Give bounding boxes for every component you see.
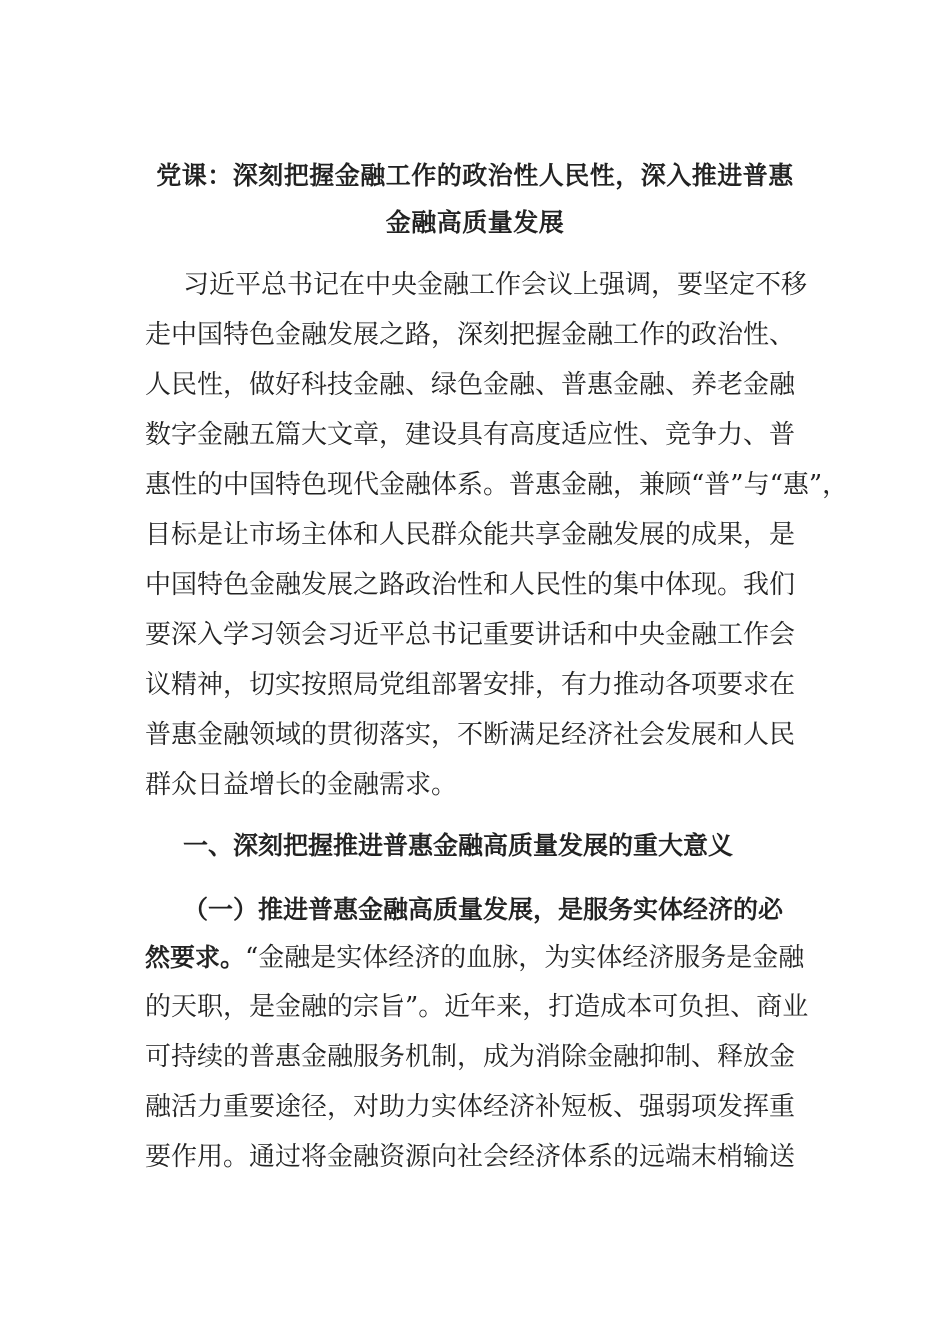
- intro-line: 中国特色金融发展之路政治性和人民性的集中体现。我们: [145, 570, 796, 600]
- intro-line: 群众日益增长的金融需求。: [145, 770, 458, 800]
- intro-line: 惠性的中国特色现代金融体系。普惠金融，兼顾“普”与“惠”，: [145, 470, 849, 500]
- subsection-1-bold-text-end: 然要求。: [145, 943, 246, 972]
- intro-line: 数字金融五篇大文章，建设具有高度适应性、竞争力、普: [145, 420, 796, 450]
- document-title-line-1: 党课：深刻把握金融工作的政治性人民性，深入推进普惠: [156, 161, 794, 190]
- subsection-1-line-2: [145, 941, 804, 975]
- body-line: 要作用。通过将金融资源向社会经济体系的远端末梢输送: [145, 1142, 796, 1172]
- intro-line: 普惠金融领域的贯彻落实，不断满足经济社会发展和人民: [145, 720, 796, 750]
- intro-line: 走中国特色金融发展之路，深刻把握金融工作的政治性、: [145, 320, 796, 350]
- intro-line: 目标是让市场主体和人民群众能共享金融发展的成果，是: [145, 520, 796, 550]
- intro-line: 人民性，做好科技金融、绿色金融、普惠金融、养老金融: [145, 370, 796, 400]
- body-line: 融活力重要途径，对助力实体经济补短板、强弱项发挥重: [145, 1092, 796, 1122]
- intro-line: 习近平总书记在中央金融工作会议上强调，要坚定不移: [183, 270, 808, 300]
- body-line: 的天职，是金融的宗旨”。近年来，打造成本可负担、商业: [145, 992, 809, 1022]
- section-1-heading: 一、深刻把握推进普惠金融高质量发展的重大意义: [183, 831, 734, 860]
- subsection-1-bold-text: （一）推进普惠金融高质量发展，是服务实体经济的必: [183, 895, 784, 924]
- body-line: 可持续的普惠金融服务机制，成为消除金融抑制、释放金: [145, 1042, 796, 1072]
- intro-line: 要深入学习领会习近平总书记重要讲话和中央金融工作会: [145, 620, 796, 650]
- intro-line: 议精神，切实按照局党组部署安排，有力推动各项要求在: [145, 670, 796, 700]
- subsection-1-text: “金融是实体经济的血脉，为实体经济服务是金融: [245, 943, 805, 973]
- document-title-line-2: 金融高质量发展: [385, 208, 565, 237]
- subsection-1-heading-line-1: [183, 893, 783, 927]
